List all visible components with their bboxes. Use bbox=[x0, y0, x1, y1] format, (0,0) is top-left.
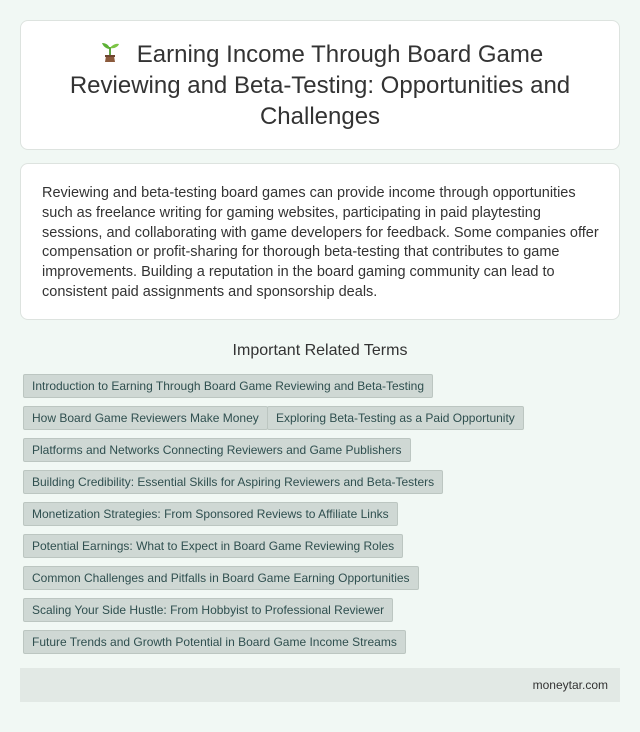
related-term-link[interactable]: Building Credibility: Essential Skills for Aspiring Reviewers and Beta-Testers bbox=[23, 470, 443, 494]
page-title bbox=[61, 39, 579, 132]
summary-text: Reviewing and beta-testing board games can provide income through opportunities such as freelance writing for gaming websites, participating in paid playtesting sessions, and collaborating with game developers for feedback. Some companies offer compensation or profit-sharing for thorough beta-testing that contributes to game improvements. Building a reputation in the board gaming community can lead to consistent paid assignments and sponsorship deals. bbox=[42, 185, 599, 300]
title-card bbox=[20, 20, 620, 150]
related-term-link[interactable]: Future Trends and Growth Potential in Board Game Income Streams bbox=[23, 630, 406, 654]
related-term-link[interactable]: Scaling Your Side Hustle: From Hobbyist to Professional Reviewer bbox=[23, 598, 393, 622]
related-term-link[interactable]: Introduction to Earning Through Board Game Reviewing and Beta-Testing bbox=[23, 374, 433, 398]
footer bbox=[20, 668, 620, 702]
related-term-link[interactable]: Potential Earnings: What to Expect in Board Game Reviewing Roles bbox=[23, 534, 403, 558]
footer-site-link[interactable]: moneytar.com bbox=[532, 678, 608, 692]
page-title-text: Earning Income Through Board Game Reviewing and Beta-Testing: Opportunities and Challenges bbox=[69, 40, 571, 130]
related-term-link[interactable]: How Board Game Reviewers Make Money bbox=[23, 406, 268, 430]
related-term-link[interactable]: Monetization Strategies: From Sponsored Reviews to Affiliate Links bbox=[23, 502, 398, 526]
related-term-link[interactable]: Exploring Beta-Testing as a Paid Opportunity bbox=[267, 406, 524, 430]
related-term-link[interactable]: Platforms and Networks Connecting Reviewers and Game Publishers bbox=[23, 438, 411, 462]
sprout-icon bbox=[97, 41, 123, 65]
summary-card bbox=[20, 163, 620, 320]
related-term-link[interactable]: Common Challenges and Pitfalls in Board Game Earning Opportunities bbox=[23, 566, 419, 590]
related-terms-heading: Important Related Terms bbox=[232, 342, 408, 359]
